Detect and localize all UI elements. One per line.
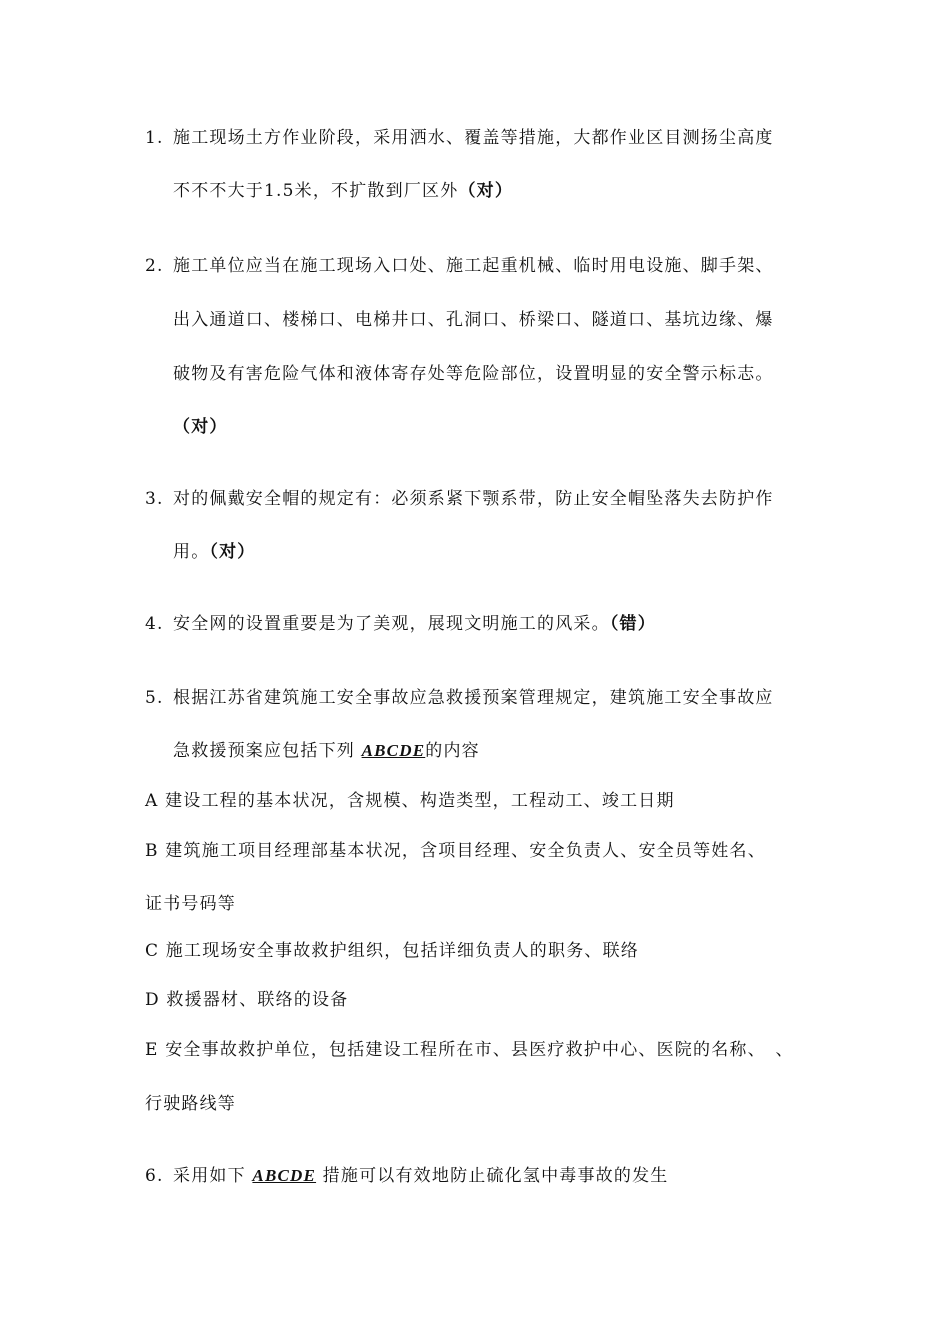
q6-number: 6. (145, 1166, 164, 1186)
q2-line-2 (173, 310, 774, 330)
q3-text-1: 对的佩戴安全帽的规定有：必须系紧下颚系带，防止安全帽坠落失去防护作 (173, 489, 774, 509)
q5-option-a-text: A 建设工程的基本状况，含规模、构造类型，工程动工、竣工日期 (145, 791, 675, 811)
q5-option-d-text: D 救援器材、联络的设备 (145, 990, 349, 1010)
q5-option-e-cont (145, 1094, 236, 1114)
q5-option-a (145, 791, 675, 811)
q2-number: 2. (145, 256, 164, 276)
q2-text-1: 施工单位应当在施工现场入口处、施工起重机械、临时用电设施、脚手架、 (173, 256, 774, 276)
q5-fill-answer: ABCDE (361, 741, 426, 760)
q5-option-b-text-1: B 建筑施工项目经理部基本状况，含项目经理、安全负责人、安全员等姓名、 (145, 841, 766, 861)
q2-answer: （对） (173, 417, 228, 437)
q4-answer: （错） (609, 614, 656, 634)
q1-line-1 (145, 128, 774, 148)
q2-text-3: 破物及有害危险气体和液体寄存处等危险部位，设置明显的安全警示标志。 (173, 364, 774, 384)
q1-answer: （对） (458, 181, 514, 201)
q5-option-e-text-1: E 安全事故救护单位，包括建设工程所在市、县医疗救护中心、医院的名称、 、 (145, 1040, 794, 1060)
q3-line-1 (145, 489, 774, 509)
q5-option-e (145, 1040, 794, 1060)
q5-option-b-cont (145, 894, 236, 914)
q6-fill-answer: ABCDE (252, 1166, 317, 1185)
q3-text-2: 用。 (173, 542, 210, 562)
q6-line-1 (145, 1166, 668, 1186)
q5-option-c (145, 941, 639, 961)
q2-line-3 (173, 364, 774, 384)
q4-line-1 (145, 614, 656, 634)
q3-answer: （对） (209, 542, 256, 562)
q5-option-c-text: C 施工现场安全事故救护组织，包括详细负责人的职务、联络 (145, 941, 640, 961)
q5-option-b (145, 841, 766, 861)
q5-after-fill: 的内容 (425, 741, 480, 761)
q1-line-2 (173, 181, 513, 201)
q1-text-2: 不不不大于1.5米，不扩散到厂区外 (173, 181, 459, 201)
q5-text-1: 根据江苏省建筑施工安全事故应急救援预案管理规定，建筑施工安全事故应 (173, 688, 774, 708)
q5-line-1 (145, 688, 774, 708)
q5-option-d (145, 990, 348, 1010)
q3-number: 3. (145, 489, 164, 509)
q3-line-2 (173, 542, 256, 562)
q5-text-2: 急救援预案应包括下列 (173, 741, 355, 761)
q5-option-e-text-2: 行驶路线等 (145, 1094, 236, 1114)
q2-line-4 (173, 417, 228, 437)
q6-before-fill: 采用如下 (173, 1166, 246, 1186)
q4-number: 4. (145, 614, 164, 634)
q4-text-1: 安全网的设置重要是为了美观，展现文明施工的风采。 (173, 614, 610, 634)
q1-number: 1. (145, 128, 164, 148)
q2-line-1 (145, 256, 774, 276)
q2-text-2: 出入通道口、楼梯口、电梯井口、孔洞口、桥梁口、隧道口、基坑边缘、爆 (173, 310, 774, 330)
q5-line-2 (173, 741, 480, 761)
q5-number: 5. (145, 688, 164, 708)
q6-after-fill: 措施可以有效地防止硫化氢中毒事故的发生 (322, 1166, 669, 1186)
q5-option-b-text-2: 证书号码等 (145, 894, 236, 914)
q1-text-1: 施工现场土方作业阶段，采用洒水、覆盖等措施，大都作业区目测扬尘高度 (173, 128, 774, 148)
